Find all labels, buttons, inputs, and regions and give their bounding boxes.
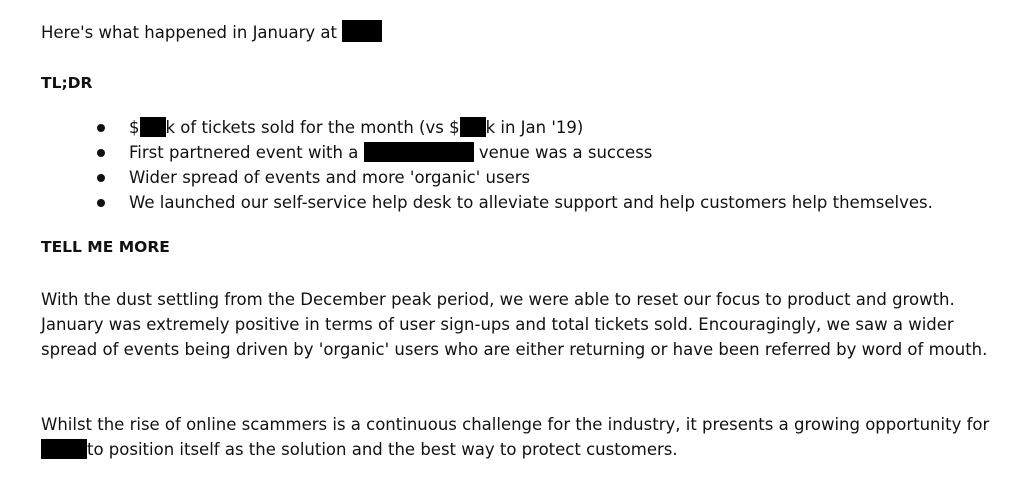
bullet-icon: [97, 149, 105, 157]
scammers-text-end: to position itself as the solution and the best way to protect customers.: [87, 440, 678, 459]
paragraph-scammers: [41, 412, 991, 462]
redacted-amount: [140, 117, 166, 137]
intro-line: [41, 18, 1001, 47]
tickets-suffix: k in Jan '19): [485, 118, 584, 137]
list-item: [41, 190, 933, 215]
email-document: [41, 18, 1001, 459]
redacted-company-name: [342, 20, 382, 42]
spread-text: Wider spread of events and more 'organic' users: [129, 168, 531, 187]
redacted-amount: [460, 117, 486, 137]
list-item: [41, 115, 933, 140]
scammers-text-start: Whilst the rise of online scammers is a continuous challenge for the industry, it presents a growing opportunity for: [41, 415, 990, 434]
tickets-prefix: $: [129, 118, 140, 137]
bullet-icon: [97, 199, 105, 207]
partner-suffix: venue was a success: [478, 143, 653, 162]
tell-me-more-heading: TELL ME MORE: [41, 238, 170, 256]
partner-prefix: First partnered event with a: [129, 143, 359, 162]
tldr-list: [41, 115, 933, 215]
redacted-company-name: [41, 439, 87, 459]
tickets-middle: k of tickets sold for the month (vs $: [165, 118, 460, 137]
paragraph-growth: With the dust settling from the December peak period, we were able to reset our focus to product and growth. January was extremely positive in terms of user sign-ups and total tickets sold. Encouragingly, we saw a wider spread of events being driven by 'organic' users who are either returning or have been referred by word of mouth.: [41, 290, 988, 359]
redacted-venue-name: [364, 142, 474, 162]
helpdesk-text: We launched our self-service help desk to alleviate support and help customers help themselves.: [129, 193, 933, 212]
bullet-icon: [97, 124, 105, 132]
tldr-heading: TL;DR: [41, 74, 93, 92]
list-item: [41, 140, 933, 165]
intro-text: Here's what happened in January at: [41, 23, 337, 42]
bullet-icon: [97, 174, 105, 182]
list-item: [41, 165, 933, 190]
